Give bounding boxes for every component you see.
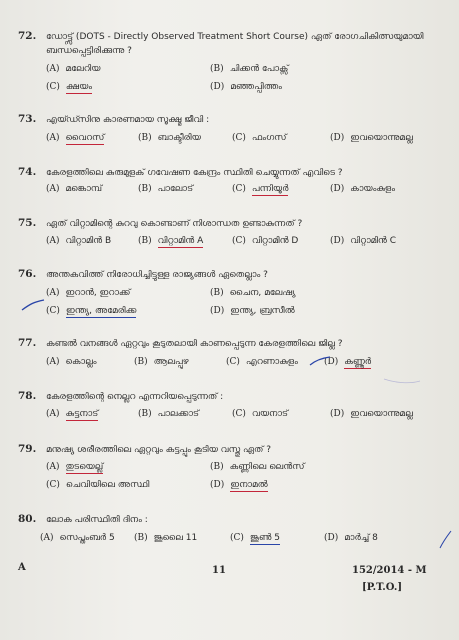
option-c[interactable]: (C) പന്നിയൂർ: [232, 184, 289, 194]
answer-tick-mark: [440, 531, 451, 548]
option-a[interactable]: (A) വൈറസ്: [46, 133, 105, 143]
stray-pen-mark: [384, 379, 420, 383]
page-number: 11: [212, 565, 226, 576]
option-d[interactable]: (D) മാർച്ച് 8: [324, 533, 378, 543]
question-paper-code: 152/2014 - M: [352, 565, 427, 576]
option-b[interactable]: (B) പാലക്കാട്: [138, 409, 199, 419]
question-text: കേരളത്തിന്റെ നെല്ലറ എന്നറിയപ്പെടുന്നത് :: [46, 392, 224, 402]
option-d[interactable]: (D) ഇന്ത്യ, ബ്രസീൽ: [210, 306, 295, 316]
option-c[interactable]: (C) ചെവിയിലെ അസ്ഥി: [46, 480, 150, 490]
pto-label: [P.T.O.]: [362, 582, 403, 593]
question-text: അന്തകവിത്ത് നിരോധിച്ചിട്ടുള്ള രാജ്യങ്ങൾ ഏതെല്ലാം ?: [46, 270, 268, 280]
question-number: 74.: [18, 166, 37, 178]
question-number: 80.: [18, 513, 37, 525]
option-b[interactable]: (B) ചിക്കൻ പോക്സ്: [210, 64, 289, 74]
option-c[interactable]: (C) വയനാട്: [232, 409, 289, 419]
footer-series: A: [18, 562, 26, 573]
answer-tick-mark: [22, 300, 44, 310]
option-d[interactable]: (D) കായംകുളം: [330, 184, 396, 194]
question-number: 72.: [18, 30, 37, 42]
question-number: 75.: [18, 217, 37, 229]
option-b[interactable]: (B) പാലോട്: [138, 184, 194, 194]
question-text: ഏത് വിറ്റാമിന്റെ കുറവു കൊണ്ടാണ് നിശാന്ധത ഉണ്ടാകുന്നത് ?: [46, 219, 303, 229]
option-d[interactable]: (D) ഇനാമൽ: [210, 480, 268, 490]
option-b[interactable]: (B) ആലപ്പുഴ: [134, 357, 189, 367]
option-c[interactable]: (C) എറണാകുളം: [226, 357, 298, 367]
question-text: ലോക പരിസ്ഥിതി ദിനം :: [46, 515, 148, 525]
option-c[interactable]: (C) ഇന്ത്യ, അമേരിക്ക: [46, 306, 137, 316]
option-b[interactable]: (B) കണ്ണിലെ ലെൻസ്: [210, 462, 305, 472]
option-c[interactable]: (C) വിറ്റാമിൻ D: [232, 236, 299, 246]
option-b[interactable]: (B) ബാക്ടീരിയ: [138, 133, 201, 143]
option-a[interactable]: (A) മലേറിയ: [46, 64, 101, 74]
question-number: 76.: [18, 268, 37, 280]
option-b[interactable]: (B) ചൈന, മലേഷ്യ: [210, 288, 296, 298]
question-number: 77.: [18, 337, 37, 349]
option-a[interactable]: (A) കൊല്ലം: [46, 357, 97, 367]
question-text: എയ്ഡ്സിനു കാരണമായ സൂക്ഷ്മ ജീവി :: [46, 115, 210, 125]
option-a[interactable]: (A) വിറ്റാമിൻ B: [46, 236, 112, 246]
option-b[interactable]: (B) വിറ്റാമിൻ A: [138, 236, 204, 246]
option-d[interactable]: (D) ഇവയൊന്നുമല്ല: [330, 409, 413, 419]
option-a[interactable]: (A) മങ്കൊമ്പ്: [46, 184, 103, 194]
question-text: ഡോട്ട്സ് (DOTS - Directly Observed Treatment Short Course) ഏത് രോഗചികിത്സയുമായി ബന്ധപ്പെട്ടിരിക്കുന്നു ?: [46, 32, 424, 56]
question-text: കണ്ടൽ വനങ്ങൾ ഏറ്റവും കൂടുതലായി കാണപ്പെടുന്ന കേരളത്തിലെ ജില്ല ?: [46, 339, 343, 349]
option-c[interactable]: (C) ക്ഷയം: [46, 82, 93, 92]
option-d[interactable]: (D) മഞ്ഞപ്പിത്തം: [210, 82, 282, 92]
option-d[interactable]: (D) വിറ്റാമിൻ C: [330, 236, 396, 246]
option-c[interactable]: (C) ഫംഗസ്: [232, 133, 287, 143]
option-b[interactable]: (B) ജൂലൈ 11: [134, 533, 198, 543]
option-a[interactable]: (A) കുട്ടനാട്: [46, 409, 99, 419]
question-text: മനുഷ്യ ശരീരത്തിലെ ഏറ്റവും കട്ടപ്പും കൂടിയ വസ്തു ഏത് ?: [46, 445, 272, 455]
option-c[interactable]: (C) ജൂൺ 5: [230, 533, 281, 543]
question-number: 73.: [18, 113, 37, 125]
option-d[interactable]: (D) ഇവയൊന്നുമല്ല: [330, 133, 413, 143]
question-number: 79.: [18, 443, 37, 455]
question-number: 78.: [18, 390, 37, 402]
question-text: കേരളത്തിലെ കുരുമുളക് ഗവേഷണ കേന്ദ്രം സ്ഥിതി ചെയ്യുന്നത് എവിടെ ?: [46, 168, 343, 178]
option-a[interactable]: (A) ഇറാൻ, ഇറാക്ക്: [46, 288, 131, 298]
option-a[interactable]: (A) തുടയെല്ല്: [46, 462, 104, 472]
option-d[interactable]: (D) കണ്ണൂർ: [324, 357, 372, 367]
option-a[interactable]: (A) സെപ്തംബർ 5: [40, 533, 115, 543]
